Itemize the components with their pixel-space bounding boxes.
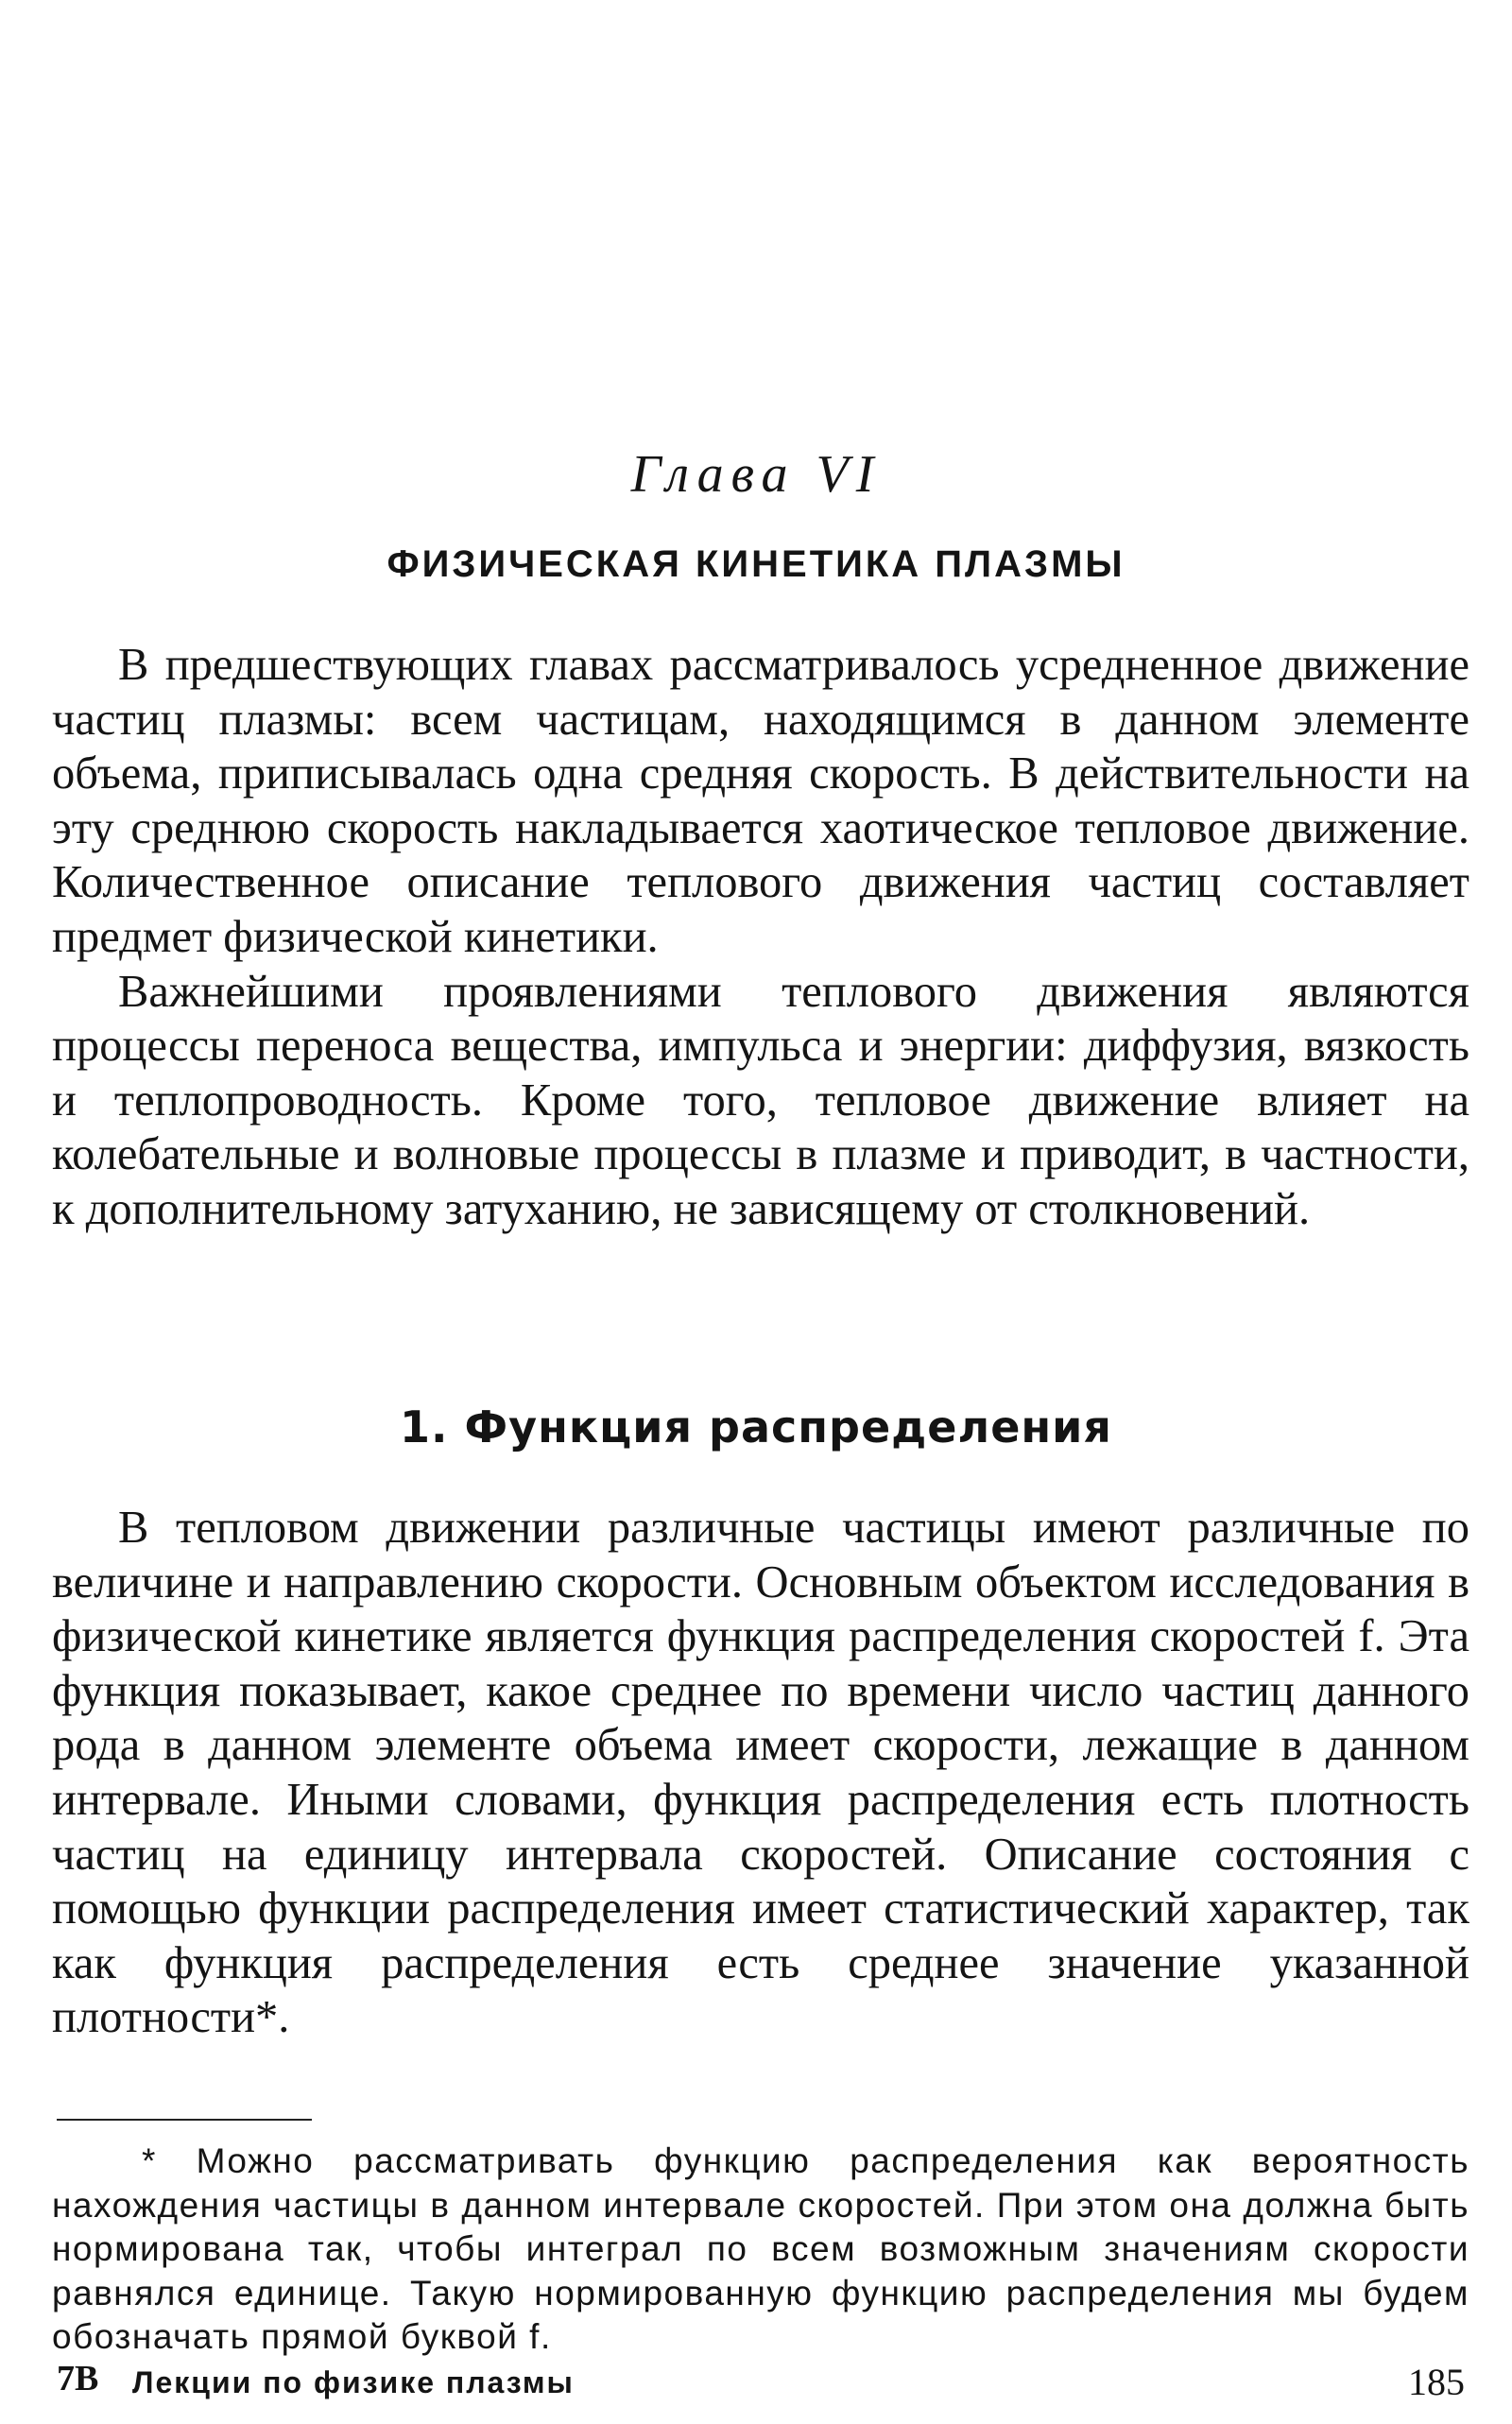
page-footer — [57, 2356, 1465, 2403]
section-text — [52, 1501, 1469, 2045]
section-paragraph-1: В тепловом движении различные частицы имеют различные по величине и направлению скорости. Основным объектом исследования в физической кинетике является функция распределения скоростей f. Эта функция показывает, какое среднее по времени число частиц данного рода в данном элементе объема имеет скорости, лежащие в данном интервале. Иными словами, функция распределения есть плотность частиц на единицу интервала скоростей. Описание состояния с помощью функции распределения имеет статистический характер, так как функция распределения есть среднее значение указанной плотности*. — [52, 1503, 1469, 2043]
chapter-title: ФИЗИЧЕСКАЯ КИНЕТИКА ПЛАЗМЫ — [387, 543, 1125, 585]
chapter-label: Глава VI — [630, 445, 882, 504]
intro-paragraph-1: В предшествующих главах рассматривалось усредненное движение частиц плазмы: всем частицам, находящимся в данном элементе объема, приписывалась одна средняя скорость. В действительности на эту среднюю скорость накладывается хаотическое тепловое движение. Количественное описание теплового движения частиц составляет предмет физической кинетики. — [52, 640, 1469, 962]
footnote-text: * Можно рассматривать функцию распределения как вероятность нахождения частицы в данном интервале скоростей. При этом она должна быть нормирована так, чтобы интеграл по всем возможным значениям скорости равнялся единице. Такую нормированную функцию распределения мы будем обозначать прямой буквой f. — [52, 2141, 1469, 2356]
section-heading: 1. Функция распределения — [400, 1401, 1112, 1453]
footnote — [52, 2140, 1469, 2360]
footnote-divider — [57, 2119, 312, 2121]
running-title: Лекции по физике плазмы — [132, 2365, 575, 2399]
page-number: 185 — [1408, 2361, 1465, 2403]
intro-paragraph-2: Важнейшими проявлениями теплового движения являются процессы переноса вещества, импульса и энергии: диффузия, вязкость и теплопроводность. Кроме того, тепловое движение влияет на колебательные и волновые процессы в плазме и приводит, в частности, к дополнительному затуханию, не зависящему от столкновений. — [52, 966, 1469, 1234]
signature-mark: 7В — [57, 2359, 99, 2398]
intro-text — [52, 638, 1469, 1237]
